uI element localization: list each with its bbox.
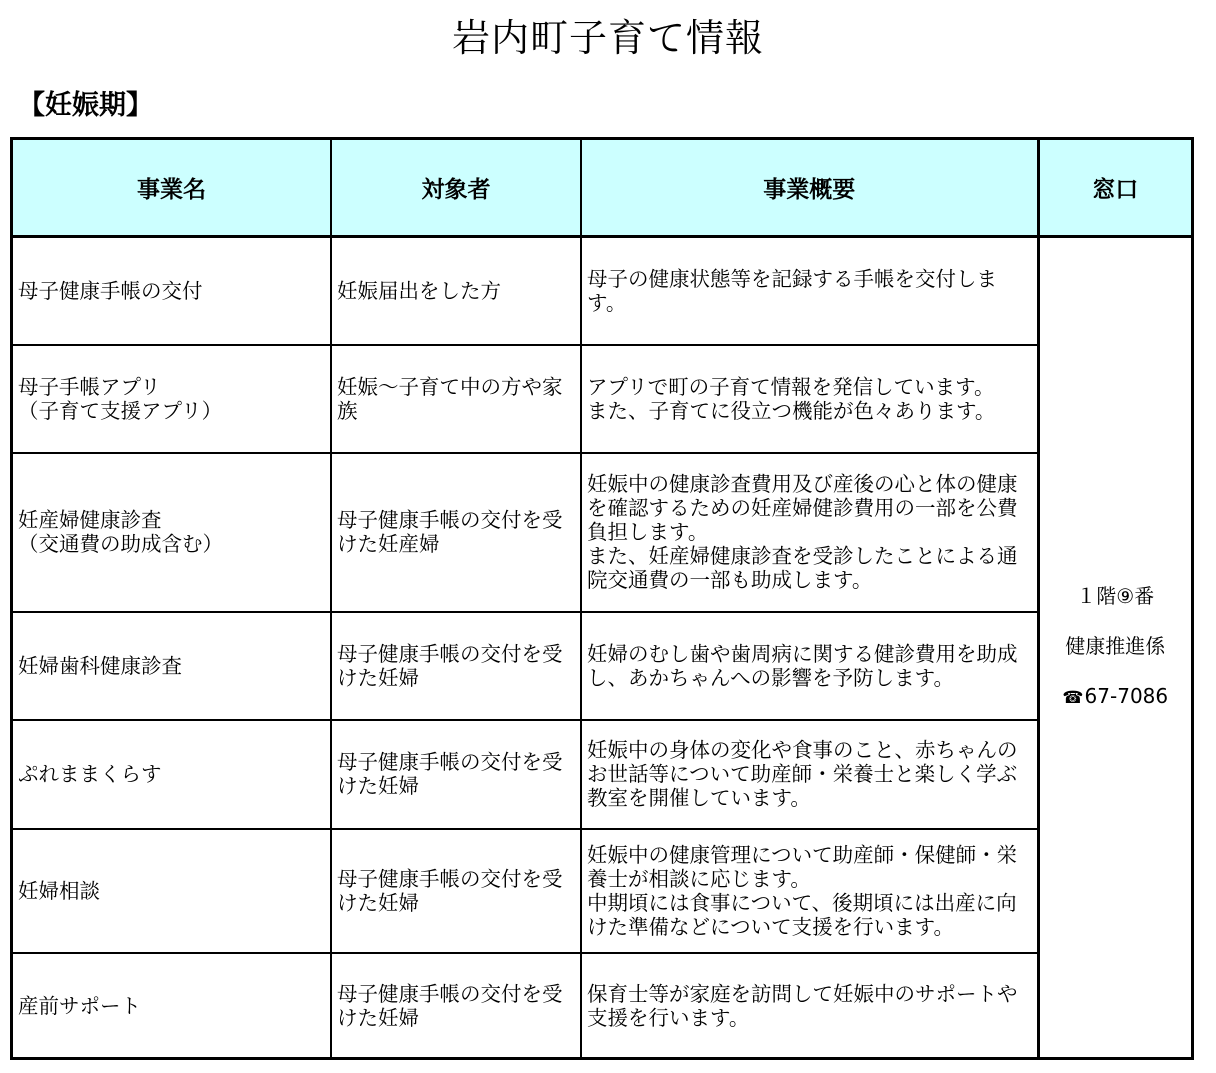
header-program: 事業名 — [13, 140, 331, 237]
cell-program: 母子手帳アプリ （子育て支援アプリ） — [13, 345, 331, 453]
header-summary: 事業概要 — [581, 140, 1038, 237]
cell-target: 妊娠届出をした方 — [331, 237, 581, 345]
cell-target: 母子健康手帳の交付を受けた妊婦 — [331, 953, 581, 1059]
contact-location: １階⑨番 — [1076, 584, 1155, 609]
table-row — [13, 829, 1191, 953]
table-row — [13, 612, 1191, 720]
cell-summary: 妊娠中の健康管理について助産師・保健師・栄養士が相談に応じます。 中期頃には食事について、後期頃には出産に向けた準備などについて支援を行います。 — [581, 829, 1038, 953]
cell-program: 母子健康手帳の交付 — [13, 237, 331, 345]
cell-summary: 妊娠中の健康診査費用及び産後の心と体の健康を確認するための妊産婦健診費用の一部を公費負担します。 また、妊産婦健康診査を受診したことによる通院交通費の一部も助成します。 — [581, 453, 1038, 612]
table-row — [13, 237, 1191, 345]
table-row — [13, 953, 1191, 1059]
cell-target: 母子健康手帳の交付を受けた妊産婦 — [331, 453, 581, 612]
cell-program: 妊産婦健康診査 （交通費の助成含む） — [13, 453, 331, 612]
program-table-frame — [10, 137, 1194, 1060]
cell-program: 産前サポート — [13, 953, 331, 1059]
cell-target: 母子健康手帳の交付を受けた妊婦 — [331, 829, 581, 953]
cell-target: 母子健康手帳の交付を受けた妊婦 — [331, 720, 581, 829]
contact-department: 健康推進係 — [1065, 634, 1166, 659]
cell-target: 妊娠～子育て中の方や家族 — [331, 345, 581, 453]
cell-program: 妊婦相談 — [13, 829, 331, 953]
cell-summary: 妊娠中の身体の変化や食事のこと、赤ちゃんのお世話等について助産師・栄養士と楽しく学ぶ教室を開催しています。 — [581, 720, 1038, 829]
cell-target: 母子健康手帳の交付を受けた妊婦 — [331, 612, 581, 720]
cell-program: 妊婦歯科健康診査 — [13, 612, 331, 720]
phone-icon: ☎ — [1062, 688, 1084, 709]
table-row — [13, 720, 1191, 829]
contact-phone: 67-7086 — [1084, 684, 1169, 709]
program-table — [13, 140, 1191, 1060]
table-row — [13, 345, 1191, 453]
cell-program: ぷれままくらす — [13, 720, 331, 829]
table-row — [13, 453, 1191, 612]
table-header-row — [13, 140, 1191, 237]
header-target: 対象者 — [331, 140, 581, 237]
contact-cell — [1038, 237, 1191, 1059]
section-heading: 【妊娠期】 — [18, 90, 153, 121]
contact-phone-line — [1040, 684, 1192, 711]
cell-summary: アプリで町の子育て情報を発信しています。 また、子育てに役立つ機能が色々あります。 — [581, 345, 1038, 453]
header-contact: 窓口 — [1038, 140, 1191, 237]
cell-summary: 保育士等が家庭を訪問して妊娠中のサポートや支援を行います。 — [581, 953, 1038, 1059]
cell-summary: 母子の健康状態等を記録する手帳を交付します。 — [581, 237, 1038, 345]
cell-summary: 妊婦のむし歯や歯周病に関する健診費用を助成し、あかちゃんへの影響を予防します。 — [581, 612, 1038, 720]
page-title: 岩内町子育て情報 — [451, 16, 764, 60]
